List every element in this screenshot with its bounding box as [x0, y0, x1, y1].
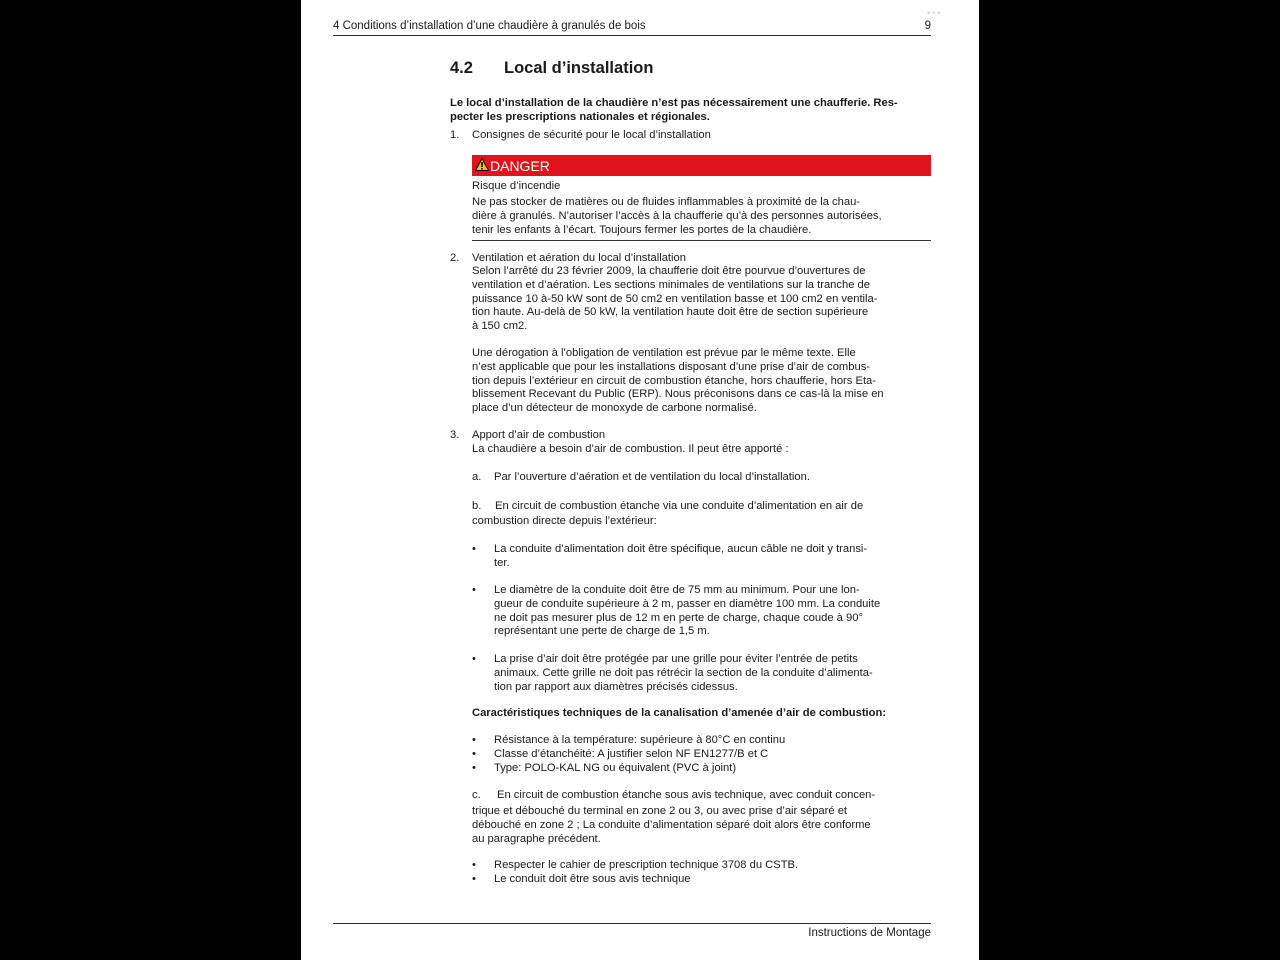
sub-a-text: Par l’ouverture d’aération et de ventilation du local d’installation. [494, 471, 810, 483]
text-line: Le diamètre de la conduite doit être de 75 mm au minimum. Pour une lon- [494, 584, 860, 596]
sub-b-line-2: combustion directe depuis l’extérieur: [472, 515, 657, 527]
bullet-glyph: • [472, 761, 476, 774]
danger-line: Ne pas stocker de matières ou de fluides inflammables à proximité de la chau- [472, 196, 861, 208]
final-bullet-list [494, 859, 798, 887]
text-line: n’est applicable que pour les installations disposant d’une prise d’air de combus- [472, 360, 871, 373]
danger-divider [472, 240, 931, 241]
warning-triangle-icon [475, 158, 489, 171]
text-line: puissance 10 à-50 kW sont de 50 cm2 en ventilation basse et 100 cm2 en ventila- [472, 292, 878, 305]
bullet-glyph: • [472, 747, 476, 760]
text-line: place d’un détecteur de monoxyde de carbone normalisé. [472, 402, 757, 415]
text-line: tion depuis l’extérieur en circuit de combustion étanche, hors chaufferie, hors Eta- [472, 374, 877, 387]
text-line: animaux. Cette grille ne doit pas rétrécir la section de la conduite d’alimenta- [494, 666, 873, 679]
item-2-paragraph-1 [472, 265, 877, 334]
bullet-item [494, 584, 880, 639]
item-3-number: 3. [450, 429, 460, 441]
sub-c-text [472, 805, 871, 846]
danger-line: tenir les enfants à l’écart. Toujours fermer les portes de la chaudière. [472, 223, 812, 236]
footer-label: Instructions de Montage [808, 927, 931, 939]
item-3-title: Apport d’air de combustion [472, 429, 606, 441]
bullet-item [494, 543, 867, 571]
danger-label: DANGER [490, 158, 550, 174]
text-line: ter. [494, 556, 510, 569]
danger-title: Risque d’incendie [472, 180, 561, 192]
danger-banner [472, 155, 931, 176]
bullet-item: Type: POLO-KAL NG ou équivalent (PVC à joint) [494, 761, 737, 774]
intro-line: pecter les prescriptions nationales et régionales. [450, 110, 710, 123]
bullet-glyph: • [472, 872, 476, 885]
item-2-paragraph-2 [472, 347, 884, 416]
text-line: tion par rapport aux diamètres précisés cidessus. [494, 680, 738, 693]
tech-spec-title: Caractéristiques techniques de la canalisation d’amenée d’air de combustion: [472, 707, 887, 719]
text-line: Selon l’arrêté du 23 février 2009, la chaufferie doit être pourvue d’ouvertures de [472, 265, 866, 277]
bullet-item [494, 653, 873, 694]
text-line: à 150 cm2. [472, 320, 528, 333]
bullet-glyph: • [472, 859, 476, 871]
sub-c-line-1: En circuit de combustion étanche sous avis technique, avec conduit concen- [497, 789, 876, 801]
final-bullet-glyphs [472, 859, 476, 887]
bullet-item: Résistance à la température: supérieure à 80°C en continu [494, 734, 786, 746]
text-line: débouché en zone 2 ; La conduite d’alimentation séparé doit alors être conforme [472, 818, 871, 831]
text-line: Une dérogation à l’obligation de ventilation est prévue par le même texte. Elle [472, 347, 856, 359]
running-footer [333, 923, 931, 939]
text-line: La prise d’air doit être protégée par une grille pour éviter l’entrée de petits [494, 653, 858, 665]
sub-b-line-1: En circuit de combustion étanche via une conduite d’alimentation en air de [495, 500, 864, 512]
item-3-intro: La chaudière a besoin d’air de combustion. Il peut être apporté : [472, 443, 789, 455]
text-line: ne doit pas mesurer plus de 12 m en perte de charge, chaque coude à 90° [494, 611, 863, 624]
bullet-item: Classe d’étanchéité: A justifier selon NF EN1277/B et C [494, 747, 769, 760]
text-line: blissement Recevant du Public (ERP). Nous préconisons dans ce cas-là la mise en [472, 388, 884, 401]
text-line: ventilation et d’aération. Les sections minimales de ventilations sur la tranche de [472, 278, 870, 291]
bullet-glyph: • [472, 584, 476, 596]
danger-line: dière à granulés. N’autoriser l’accès à la chaufferie qu’à des personnes autorisées, [472, 209, 882, 222]
tech-bullet-glyphs [472, 734, 476, 775]
section-title: Local d’installation [504, 59, 654, 77]
intro-line: Le local d’installation de la chaudière n’est pas nécessairement une chaufferie. Res- [450, 97, 898, 109]
bullet-glyph: • [472, 734, 476, 746]
text-line: tion haute. Au-delà de 50 kW, la ventilation haute doit être de section supérieure [472, 306, 869, 319]
bullet-glyph: • [472, 543, 476, 555]
item-2-number: 2. [450, 252, 460, 264]
section-number: 4.2 [450, 59, 473, 77]
sub-b-marker: b. [472, 500, 482, 512]
text-line: La conduite d’alimentation doit être spécifique, aucun câble ne doit y transi- [494, 543, 868, 555]
section-intro [450, 97, 932, 125]
running-header [333, 20, 931, 36]
bullet-item: Respecter le cahier de prescription technique 3708 du CSTB. [494, 859, 799, 871]
text-line: gueur de conduite supérieure à 2 m, passer en diamètre 100 mm. La conduite [494, 597, 881, 610]
bullet-glyph: • [472, 653, 476, 665]
page-indicator-dots: ••• [927, 8, 943, 18]
text-line: trique et débouché du terminal en zone 2 ou 3, ou avec prise d’air séparé et [472, 805, 848, 817]
item-2-title: Ventilation et aération du local d’installation [472, 252, 686, 264]
tech-bullet-list [494, 734, 785, 775]
page-number: 9 [924, 20, 931, 32]
danger-text [472, 196, 882, 237]
sub-a-marker: a. [472, 471, 482, 483]
item-1-title: Consignes de sécurité pour le local d’installation [472, 129, 711, 141]
header-title: 4 Conditions d’installation d’une chaudière à granulés de bois [333, 20, 646, 32]
text-line: représentant une perte de charge de 1,5 m. [494, 625, 710, 638]
text-line: au paragraphe précédent. [472, 832, 601, 845]
item-1-number: 1. [450, 129, 460, 141]
sub-c-marker: c. [472, 789, 481, 801]
bullet-item: Le conduit doit être sous avis technique [494, 872, 691, 885]
